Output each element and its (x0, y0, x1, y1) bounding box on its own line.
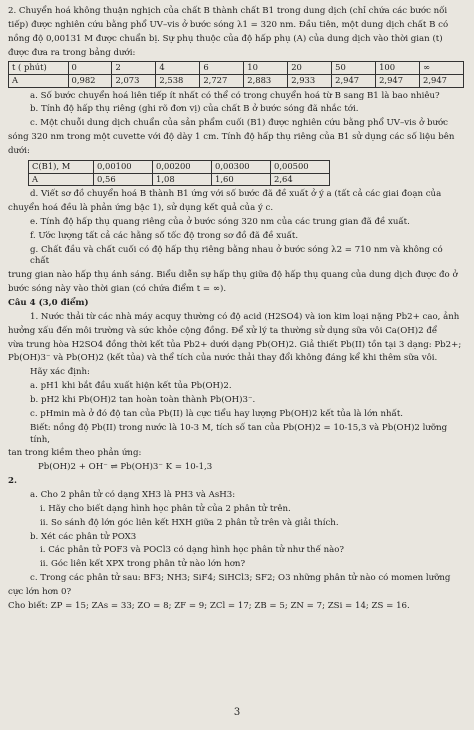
q2-intro-line2: tiếp) được nghiên cứu bằng phổ UV–vis ở bước sóng λ1 = 320 nm. Đầu tiên, một dung dịch chất B có (8, 19, 449, 30)
table-cell: 0 (68, 62, 112, 75)
q2-item-a: a. Số bước chuyển hoá liên tiếp ít nhất có thể có trong chuyển hoá từ B sang B1 là bao nhiêu? (30, 90, 440, 101)
q4-part2-c-line1: c. Trong các phân tử sau: BF3; NH3; SiF4; SiHCl3; SF2; O3 những phân tử nào có momen lưỡng (30, 573, 451, 584)
table-cell: 2 (112, 62, 156, 75)
table-cell: A (29, 173, 94, 186)
q4-part2-c-line2: cực lớn hơn 0? (8, 587, 72, 598)
table-cell: ∞ (420, 62, 464, 75)
table-cell: 2,947 (376, 75, 420, 88)
table-cell: 2,883 (244, 75, 288, 88)
q4-given-constants: Cho biết: ZP = 15; ZAs = 33; ZO = 8; ZF = 9; ZCl = 17; ZB = 5; ZN = 7; ZSi = 14; ZS = 16. (8, 600, 410, 611)
q2-item-g-line2: trung gian nào hấp thụ ánh sáng. Biểu diễn sự hấp thụ giữa độ hấp thụ quang của dung dịch được đo ở (8, 270, 458, 281)
q4-part2-number: 2. (8, 476, 17, 487)
q2-item-c-line2: sóng 320 nm trong một cuvette với độ dày 1 cm. Tính độ hấp thụ riêng của B1 sử dụng các số liệu bên (8, 132, 455, 143)
q2-intro-line4: được đưa ra trong bảng dưới: (8, 47, 136, 58)
table-cell: 100 (376, 62, 420, 75)
table-cell: 1,60 (212, 173, 271, 186)
q4-item-a: a. pH1 khi bắt đầu xuất hiện kết tủa Pb(OH)2. (30, 381, 232, 392)
table-cell: 0,982 (68, 75, 112, 88)
q4-given-line1: Biết: nồng độ Pb(II) trong nước là 10-3 M, tích số tan của Pb(OH)2 = 10-15,3 và Pb(OH)2 lưỡng tính, (30, 422, 448, 445)
table-row (29, 173, 330, 186)
q2-item-d-line2: chuyển hoá đều là phản ứng bậc 1), sử dụng kết quả của ý c. (8, 202, 274, 213)
table-cell: 6 (200, 62, 244, 75)
q2-item-g-line1: g. Chất đầu và chất cuối có độ hấp thụ riêng bằng nhau ở bước sóng λ2 = 710 nm và không có chất (30, 244, 443, 267)
absorbance-time-table (8, 61, 464, 87)
q4-equation: Pb(OH)2 + OH⁻ ⇌ Pb(OH)3⁻ K = 10-1,3 (38, 462, 213, 473)
q4-item-c: c. pHmin mà ở đó độ tan của Pb(II) là cực tiểu hay lượng Pb(OH)2 kết tủa là lớn nhất. (30, 408, 404, 419)
table-cell: 2,727 (200, 75, 244, 88)
q4-part1-line4: Pb(OH)3⁻ và Pb(OH)2 (kết tủa) và thể tích của nước thải thay đổi không đáng kể khi thêm sữa vôi. (8, 353, 438, 364)
q4-item-b: b. pH2 khi Pb(OH)2 tan hoàn toàn thành Pb(OH)3⁻. (30, 395, 256, 405)
q4-given-line2: tan trong kiềm theo phản ứng: (8, 448, 142, 459)
table-cell: 0,56 (94, 173, 153, 186)
table-cell: 50 (332, 62, 376, 75)
q4-part2-b-i: i. Các phân tử POF3 và POCl3 có dạng hình học phân tử như thế nào? (40, 545, 345, 556)
q2-item-f: f. Ước lượng tất cả các hằng số tốc độ trong sơ đồ đã đề xuất. (30, 230, 299, 241)
q4-part2-a-ii: ii. So sánh độ lớn góc liên kết HXH giữa 2 phân tử trên và giải thích. (40, 517, 339, 528)
concentration-absorbance-table (28, 160, 330, 186)
q2-item-c-line1: c. Một chuỗi dung dịch chuẩn của sản phẩm cuối (B1) được nghiên cứu bằng phổ UV–vis ở bước (30, 118, 448, 129)
table-cell: 2,947 (332, 75, 376, 88)
q2-intro-line1: 2. Chuyển hoá không thuận nghịch của chất B thành chất B1 trong dung dịch (chỉ chứa các bước nối (8, 6, 448, 16)
q2-intro-line3: nồng độ 0,00131 M được chuẩn bị. Sự phụ thuộc của độ hấp phụ (A) của dung dịch vào thời gian (t) (8, 33, 443, 44)
table-cell: t ( phút) (9, 62, 69, 75)
table-cell: 2,073 (112, 75, 156, 88)
q2-item-c-line3: dưới: (8, 146, 30, 157)
table-cell: 2,538 (156, 75, 200, 88)
q2-item-g-line3: bước sóng này vào thời gian (có chứa điểm t = ∞). (8, 284, 227, 295)
q2-item-b: b. Tính độ hấp thụ riêng (ghi rõ đơn vị) của chất B ở bước sóng đã nhắc tới. (30, 104, 359, 115)
q4-determine-label: Hãy xác định: (30, 367, 90, 378)
page-number: 3 (233, 707, 241, 718)
table-cell: 4 (156, 62, 200, 75)
table-cell: C(B1), M (29, 160, 94, 173)
table-row (9, 75, 464, 88)
q4-part1-line3: vừa trung hòa H2SO4 đồng thời kết tủa Pb2+ dưới dạng Pb(OH)2. Giả thiết Pb(II) tồn tại 3 dạng: Pb2+; (8, 339, 462, 350)
q4-part1-line1: 1. Nước thải từ các nhà máy acquy thường có độ acid (H2SO4) và ion kim loại nặng Pb2+ cao, ảnh (30, 311, 460, 322)
table-cell: 0,00300 (212, 160, 271, 173)
q2-item-e: e. Tính độ hấp thụ quang riêng của ở bước sóng 320 nm của các trung gian đã đề xuất. (30, 216, 410, 227)
q2-item-d-line1: d. Viết sơ đồ chuyển hoá B thành B1 ứng với số bước đã đề xuất ở ý a (tất cả các giai đoạn của (30, 189, 442, 200)
q4-part2-b-ii: ii. Góc liên kết XPX trong phân tử nào lớn hơn? (40, 559, 246, 570)
table-cell: 10 (244, 62, 288, 75)
table-cell: 2,64 (271, 173, 330, 186)
table-cell: 20 (288, 62, 332, 75)
table-cell: A (9, 75, 69, 88)
q4-part2-a: a. Cho 2 phân tử có dạng XH3 là PH3 và AsH3: (30, 490, 236, 501)
table-cell: 2,947 (420, 75, 464, 88)
table-cell: 0,00500 (271, 160, 330, 173)
table-row (9, 62, 464, 75)
table-cell: 0,00200 (153, 160, 212, 173)
table-cell: 2,933 (288, 75, 332, 88)
q4-part2-b: b. Xét các phân tử POX3 (30, 531, 137, 542)
q4-part1-line2: hưởng xấu đến môi trường và sức khỏe cộng đồng. Để xử lý ta thường sử dụng sữa vôi Ca(OH)2 để (8, 325, 438, 336)
question-4-title: Câu 4 (3,0 điểm) (8, 297, 89, 308)
q4-part2-a-i: i. Hãy cho biết dạng hình học phân tử của 2 phân tử trên. (40, 503, 291, 514)
table-cell: 0,00100 (94, 160, 153, 173)
table-row (29, 160, 330, 173)
table-cell: 1,08 (153, 173, 212, 186)
